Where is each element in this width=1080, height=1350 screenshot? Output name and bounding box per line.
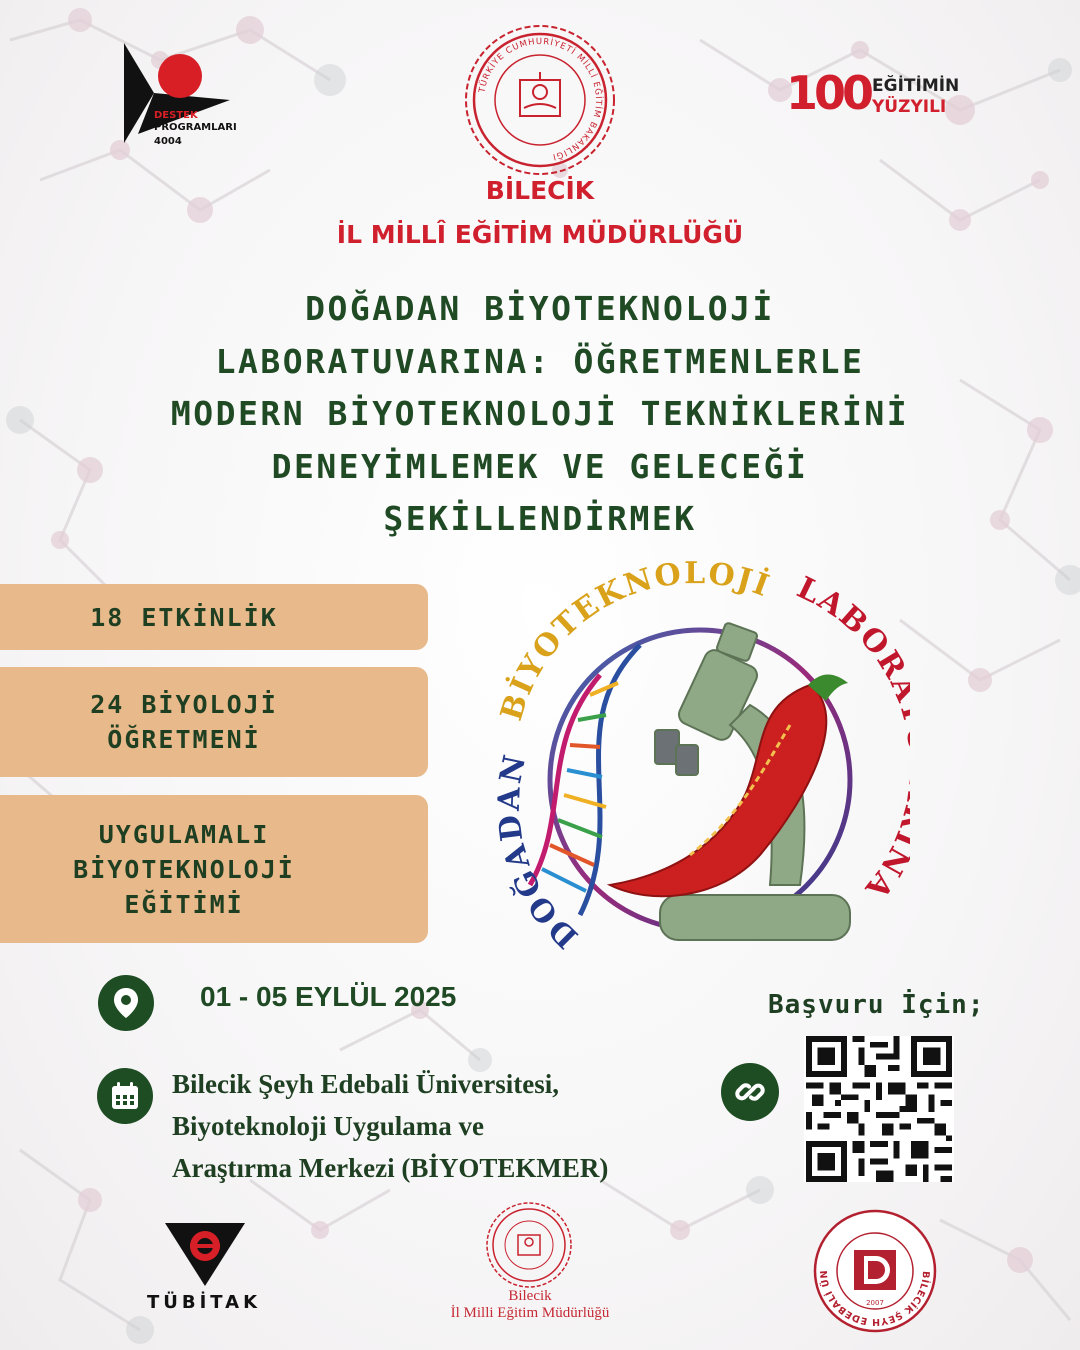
- emblem-word-biyoteknoloji: BİYOTEKNOLOJİ: [494, 556, 776, 725]
- emblem-word-dogadan: DOĞADAN: [491, 749, 586, 955]
- event-date: 01 - 05 EYLÜL 2025: [200, 981, 457, 1012]
- bseu-logo: [812, 1208, 938, 1334]
- meb-caption-line1: Bilecik: [508, 1288, 552, 1304]
- title-line: DOĞADAN BİYOTEKNOLOJİ: [305, 289, 775, 328]
- biyoteknoloji-emblem: [490, 555, 910, 985]
- location-line: Araştırma Merkezi (BİYOTEKMER): [172, 1153, 609, 1183]
- destek-line1: DESTEK: [154, 110, 198, 121]
- calendar-icon: [97, 1068, 153, 1124]
- meb-caption-line2: İl Milli Eğitim Müdürlüğü: [450, 1305, 610, 1321]
- title-line: ŞEKİLLENDİRMEK: [383, 499, 697, 538]
- link-icon[interactable]: [721, 1063, 779, 1121]
- highlight-etkinlik: [0, 584, 428, 650]
- meb-seal: [462, 22, 618, 178]
- bseu-text: BİLECİK ŞEYH EDEBALİ ÜN: [818, 1269, 932, 1328]
- location-line: Biyoteknoloji Uygulama ve: [172, 1111, 485, 1141]
- highlight-text: UYGULAMALI: [98, 819, 270, 849]
- event-title: [100, 283, 980, 546]
- highlight-egitim: [0, 795, 428, 943]
- highlight-ogretmen: [0, 667, 428, 777]
- title-line: LABORATUVARINA: ÖĞRETMENLERLE: [215, 341, 865, 381]
- title-line: MODERN BİYOTEKNOLOJİ TEKNİKLERİNİ: [170, 394, 910, 433]
- tubitak-text: TÜBİTAK: [146, 1292, 262, 1313]
- location-pin-icon: [98, 975, 154, 1031]
- org-line1: BİLECİK: [485, 176, 595, 205]
- qr-code[interactable]: [804, 1036, 954, 1182]
- destek-line2: PROGRAMLARI: [154, 122, 237, 133]
- highlight-text: BİYOTEKNOLOJİ: [73, 854, 295, 884]
- destek-programlari-logo: [118, 38, 238, 153]
- org-line2: İL MİLLÎ EĞİTİM MÜDÜRLÜĞÜ: [336, 220, 744, 249]
- centennial-line2: YÜZYILI: [872, 97, 947, 117]
- highlight-text: EĞİTİMİ: [124, 889, 244, 919]
- meb-seal-text: TÜRKİYE CUMHURİYETİ MİLLİ EĞİTİM BAKANLIĞI: [477, 36, 604, 162]
- highlight-text: 18 ETKİNLİK: [90, 602, 278, 632]
- centennial-line1: EĞİTİMİN: [872, 76, 960, 96]
- application-label: Başvuru İçin;: [768, 990, 985, 1020]
- bseu-year: 2007: [866, 1299, 884, 1307]
- title-line: DENEYİMLEMEK VE GELECEĞİ: [271, 446, 809, 486]
- egitimin-yuzyili-logo: [786, 66, 976, 136]
- location-line: Bilecik Şeyh Edebali Üniversitesi,: [172, 1069, 560, 1099]
- emblem-word-laboratuvarina: LABOR A: [791, 570, 910, 907]
- highlight-text: 24 BİYOLOJİ: [90, 690, 278, 719]
- svg-text:DOĞADAN: [492, 749, 586, 954]
- event-location: [172, 1063, 608, 1189]
- highlight-text: ÖĞRETMENİ: [107, 725, 261, 754]
- destek-line3: 4004: [154, 136, 182, 147]
- centennial-number: 100: [786, 66, 871, 120]
- meb-small-seal: [484, 1200, 574, 1290]
